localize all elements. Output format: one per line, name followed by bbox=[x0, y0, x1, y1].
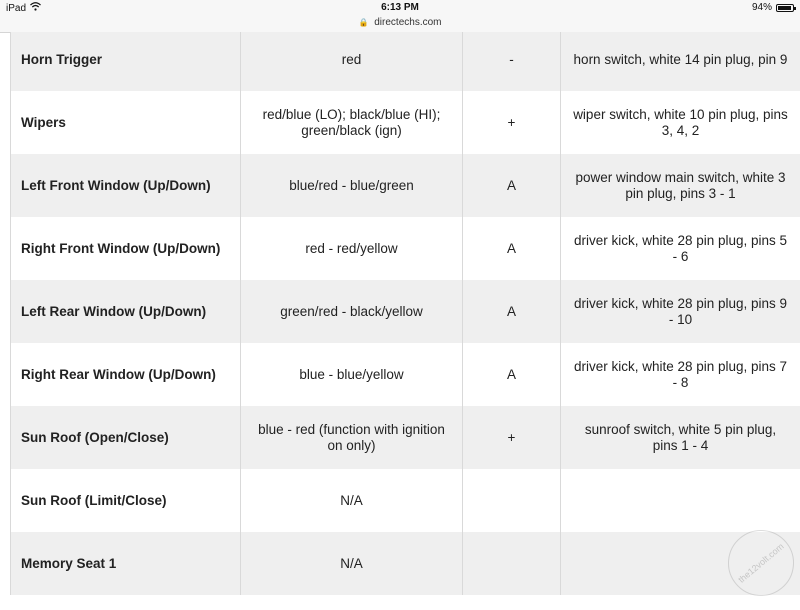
wire-color-cell: red/blue (LO); black/blue (HI); green/black (ign) bbox=[241, 91, 463, 154]
table-row bbox=[11, 217, 800, 280]
table-row bbox=[11, 154, 800, 217]
wire-color-cell: blue - red (function with ignition on only) bbox=[241, 406, 463, 469]
wire-color-cell: blue/red - blue/green bbox=[241, 154, 463, 217]
function-cell: Left Rear Window (Up/Down) bbox=[11, 280, 241, 343]
wiring-table bbox=[10, 32, 800, 595]
wire-color-cell: green/red - black/yellow bbox=[241, 280, 463, 343]
polarity-cell: + bbox=[463, 91, 561, 154]
table-row bbox=[11, 469, 800, 532]
polarity-cell bbox=[463, 469, 561, 532]
table-row bbox=[11, 532, 800, 595]
function-cell: Right Front Window (Up/Down) bbox=[11, 217, 241, 280]
location-cell: driver kick, white 28 pin plug, pins 5 - 6 bbox=[561, 217, 800, 280]
status-right bbox=[752, 2, 794, 13]
location-cell: wiper switch, white 10 pin plug, pins 3, 4, 2 bbox=[561, 91, 800, 154]
polarity-cell bbox=[463, 532, 561, 595]
polarity-cell: A bbox=[463, 280, 561, 343]
polarity-cell: + bbox=[463, 406, 561, 469]
wire-color-cell: N/A bbox=[241, 469, 463, 532]
location-cell: driver kick, white 28 pin plug, pins 9 - 10 bbox=[561, 280, 800, 343]
table-row bbox=[11, 32, 800, 91]
status-bar bbox=[0, 0, 800, 16]
location-cell: sunroof switch, white 5 pin plug, pins 1 - 4 bbox=[561, 406, 800, 469]
table-row bbox=[11, 280, 800, 343]
location-cell: driver kick, white 28 pin plug, pins 7 - 8 bbox=[561, 343, 800, 406]
table-row bbox=[11, 91, 800, 154]
location-cell: power window main switch, white 3 pin plug, pins 3 - 1 bbox=[561, 154, 800, 217]
function-cell: Sun Roof (Limit/Close) bbox=[11, 469, 241, 532]
location-cell: horn switch, white 14 pin plug, pin 9 bbox=[561, 32, 800, 91]
table-row bbox=[11, 406, 800, 469]
battery-percent: 94% bbox=[752, 2, 772, 13]
function-cell: Sun Roof (Open/Close) bbox=[11, 406, 241, 469]
location-cell bbox=[561, 469, 800, 532]
device-name: iPad bbox=[6, 3, 26, 14]
address-bar[interactable] bbox=[0, 16, 800, 33]
watermark-text: the12volt.com bbox=[736, 541, 785, 585]
clock: 6:13 PM bbox=[0, 2, 800, 13]
lock-icon: 🔒 bbox=[359, 16, 369, 30]
wire-color-cell: red - red/yellow bbox=[241, 217, 463, 280]
table-row bbox=[11, 343, 800, 406]
address-domain: directechs.com bbox=[374, 17, 441, 28]
function-cell: Left Front Window (Up/Down) bbox=[11, 154, 241, 217]
polarity-cell: A bbox=[463, 154, 561, 217]
battery-icon bbox=[776, 4, 794, 12]
polarity-cell: A bbox=[463, 217, 561, 280]
polarity-cell: - bbox=[463, 32, 561, 91]
function-cell: Horn Trigger bbox=[11, 32, 241, 91]
function-cell: Memory Seat 1 bbox=[11, 532, 241, 595]
wire-color-cell: red bbox=[241, 32, 463, 91]
function-cell: Right Rear Window (Up/Down) bbox=[11, 343, 241, 406]
function-cell: Wipers bbox=[11, 91, 241, 154]
wire-color-cell: blue - blue/yellow bbox=[241, 343, 463, 406]
polarity-cell: A bbox=[463, 343, 561, 406]
wiring-table-container[interactable] bbox=[0, 32, 800, 600]
wire-color-cell: N/A bbox=[241, 532, 463, 595]
